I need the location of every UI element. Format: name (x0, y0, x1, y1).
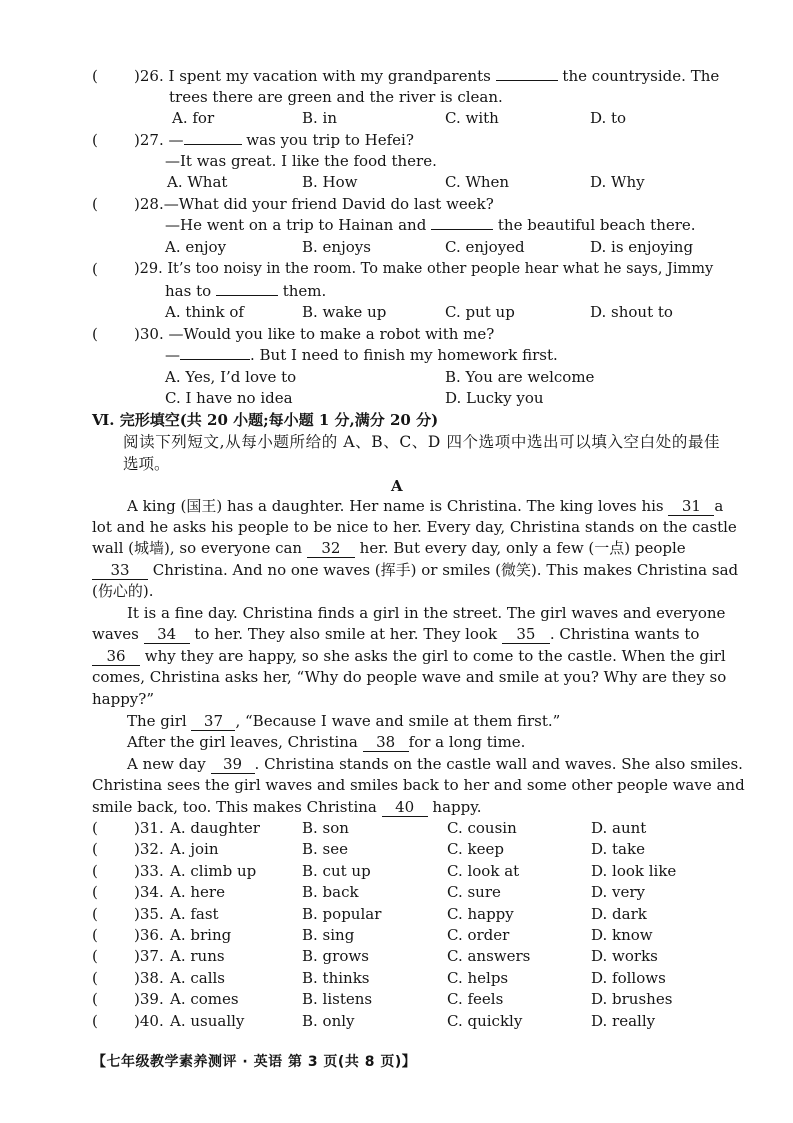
passage-line: smile back, too. This makes Christina 40 happy. (92, 798, 482, 816)
page-footer: 【七年级教学素养测评 · 英语 第 3 页(共 8 页)】 (92, 1054, 417, 1070)
question-26: )26. I spent my vacation with my grandparents the countryside. The (134, 67, 720, 85)
option-d: D. to (590, 109, 627, 127)
option-d: D. is enjoying (590, 238, 694, 256)
option-d: D. very (591, 883, 646, 901)
option-a: A. usually (170, 1012, 245, 1030)
blank-40: 40 (382, 798, 428, 817)
answer-paren: ( (92, 905, 98, 923)
blank (216, 295, 278, 296)
passage-line: It is a fine day. Christina finds a girl in the street. The girl waves and everyone (127, 604, 726, 622)
blank (184, 144, 242, 145)
choice-number: )31. (134, 819, 164, 837)
passage-line: After the girl leaves, Christina 38 for a long time. (127, 733, 526, 751)
option-b: B. only (302, 1012, 355, 1030)
option-b: B. sing (302, 926, 355, 944)
blank-36: 36 (92, 647, 140, 666)
option-c: C. feels (447, 990, 504, 1008)
option-b: B. in (302, 109, 338, 127)
choice-number: )32. (134, 840, 164, 858)
answer-paren: ( (92, 131, 98, 149)
answer-paren: ( (92, 819, 98, 837)
option-a: A. What (167, 173, 228, 191)
passage-line: 33 Christina. And no one waves (挥手) or smiles (微笑). This makes Christina sad (92, 560, 738, 580)
answer-paren: ( (92, 1012, 98, 1030)
passage-line: comes, Christina asks her, “Why do people wave and smile at you? Why are they so (92, 668, 727, 686)
option-b: B. cut up (302, 862, 371, 880)
answer-paren: ( (92, 990, 98, 1008)
option-b: B. son (302, 819, 349, 837)
option-a: A. comes (170, 990, 239, 1008)
question-27-reply: —It was great. I like the food there. (165, 152, 437, 170)
option-b: B. back (302, 883, 359, 901)
section-heading: Ⅵ. 完形填空(共 20 小题;每小题 1 分,满分 20 分) (92, 411, 439, 429)
blank (431, 229, 493, 230)
option-b: B. thinks (302, 969, 370, 987)
blank-31: 31 (668, 497, 714, 516)
blank (180, 359, 250, 360)
option-a: A. for (172, 109, 215, 127)
choice-number: )34. (134, 883, 164, 901)
option-c: C. put up (445, 303, 515, 321)
option-d: D. Why (590, 173, 645, 191)
option-c: C. enjoyed (445, 238, 525, 256)
option-a: A. runs (170, 947, 225, 965)
choice-number: )35. (134, 905, 164, 923)
option-c: C. quickly (447, 1012, 523, 1030)
option-d: D. brushes (591, 990, 673, 1008)
option-c: C. happy (447, 905, 514, 923)
option-b: B. see (302, 840, 349, 858)
answer-paren: ( (92, 67, 98, 85)
option-b: B. listens (302, 990, 373, 1008)
blank-38: 38 (363, 733, 409, 752)
option-a: A. daughter (170, 819, 260, 837)
option-b: B. enjoys (302, 238, 371, 256)
passage-line: lot and he asks his people to be nice to her. Every day, Christina stands on the castle (92, 518, 737, 536)
passage-line: The girl 37 , “Because I wave and smile at them first.” (127, 712, 561, 730)
blank-33: 33 (92, 561, 148, 580)
passage-line: happy?” (92, 690, 154, 708)
choice-number: )37. (134, 947, 164, 965)
passage-title: A (391, 477, 403, 495)
option-d: D. know (591, 926, 653, 944)
passage-line: wall (城墙), so everyone can 32 her. But every day, only a few (一点) people (92, 539, 686, 557)
option-d: D. take (591, 840, 645, 858)
blank (496, 80, 558, 81)
option-a: A. bring (170, 926, 232, 944)
question-29: )29. It’s too noisy in the room. To make other people hear what he says, Jimmy (134, 261, 714, 277)
option-d: D. shout to (590, 303, 673, 321)
answer-paren: ( (92, 926, 98, 944)
option-c: C. When (445, 173, 510, 191)
section-instructions: 阅读下列短文,从每小题所给的 A、B、C、D 四个选项中选出可以填入空白处的最佳 (123, 433, 721, 451)
passage-line: A king (国王) has a daughter. Her name is Christina. The king loves his 31 a (127, 497, 724, 515)
option-a: A. join (170, 840, 219, 858)
choice-number: )39. (134, 990, 164, 1008)
blank-32: 32 (307, 539, 355, 558)
question-30: )30. —Would you like to make a robot with me? (134, 325, 495, 343)
passage-line: (伤心的). (92, 582, 154, 600)
option-b: B. wake up (302, 303, 387, 321)
blank-35: 35 (502, 625, 550, 644)
option-c: C. answers (447, 947, 531, 965)
answer-paren: ( (92, 840, 98, 858)
answer-paren: ( (92, 969, 98, 987)
question-26-cont: trees there are green and the river is clean. (169, 88, 503, 106)
option-c: C. order (447, 926, 510, 944)
answer-paren: ( (92, 260, 98, 278)
option-d: D. works (591, 947, 658, 965)
option-c: C. with (445, 109, 499, 127)
option-d: D. aunt (591, 819, 647, 837)
answer-paren: ( (92, 325, 98, 343)
question-28: )28.—What did your friend David do last week? (134, 195, 494, 213)
passage-line: 36 why they are happy, so she asks the girl to come to the castle. When the girl (92, 646, 726, 666)
passage-line: Christina sees the girl waves and smiles back to her and some other people wave and (92, 776, 745, 794)
question-30-reply: — . But I need to finish my homework first. (165, 346, 558, 364)
section-instructions-cont: 选项。 (123, 455, 170, 473)
option-a: A. Yes, I’d love to (165, 368, 297, 386)
question-27: )27. — was you trip to Hefei? (134, 131, 414, 149)
choice-number: )40. (134, 1012, 164, 1030)
answer-paren: ( (92, 883, 98, 901)
blank-37: 37 (191, 712, 235, 731)
answer-paren: ( (92, 947, 98, 965)
option-a: A. fast (170, 905, 219, 923)
option-b: B. You are welcome (445, 368, 595, 386)
answer-paren: ( (92, 862, 98, 880)
option-a: A. enjoy (165, 238, 227, 256)
option-a: A. think of (165, 303, 244, 321)
option-a: A. climb up (170, 862, 257, 880)
choice-number: )33. (134, 862, 164, 880)
choice-number: )38. (134, 969, 164, 987)
passage-line: waves 34 to her. They also smile at her. They look 35 . Christina wants to (92, 625, 700, 643)
passage-line: A new day 39 . Christina stands on the castle wall and waves. She also smiles. (127, 755, 743, 773)
question-28-reply: —He went on a trip to Hainan and the beautiful beach there. (165, 216, 696, 234)
option-a: A. calls (170, 969, 226, 987)
question-29-cont: has to them. (165, 282, 327, 300)
option-a: A. here (170, 883, 225, 901)
option-b: B. How (302, 173, 358, 191)
option-c: C. I have no idea (165, 389, 293, 407)
option-b: B. popular (302, 905, 382, 923)
option-d: D. dark (591, 905, 647, 923)
option-c: C. keep (447, 840, 504, 858)
option-c: C. sure (447, 883, 501, 901)
option-d: D. really (591, 1012, 656, 1030)
option-c: C. cousin (447, 819, 517, 837)
option-d: D. follows (591, 969, 666, 987)
option-c: C. look at (447, 862, 520, 880)
blank-39: 39 (211, 755, 255, 774)
option-b: B. grows (302, 947, 369, 965)
option-d: D. Lucky you (445, 389, 544, 407)
option-c: C. helps (447, 969, 509, 987)
choice-number: )36. (134, 926, 164, 944)
option-d: D. look like (591, 862, 677, 880)
blank-34: 34 (144, 625, 190, 644)
answer-paren: ( (92, 195, 98, 213)
